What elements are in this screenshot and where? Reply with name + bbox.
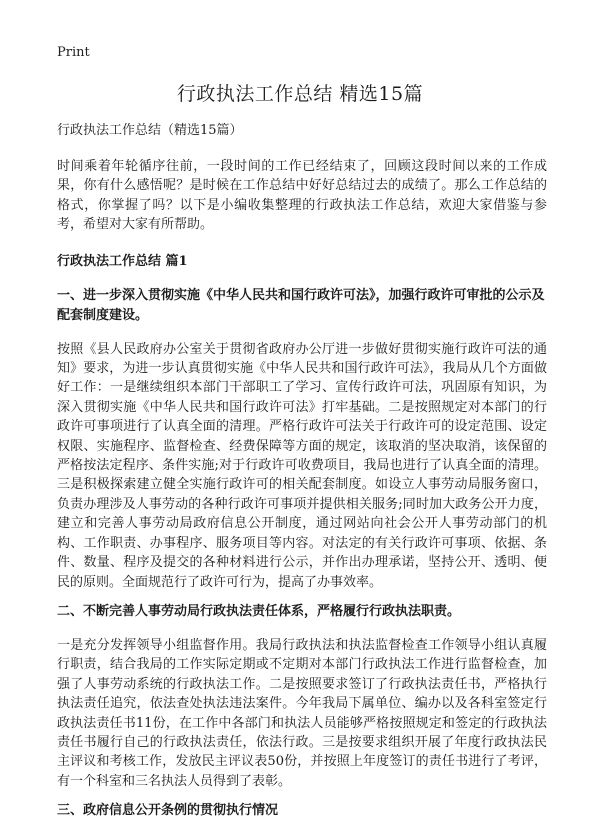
section-body-2: 一是充分发挥领导小组监督作用。我局行政执法和执法监督检查工作领导小组认真履行职责，结合我局的工作实际定期或不定期对本部门行政执法工作进行监督检查，加强了人事劳动系统的行政执法工作。二是按照要求签订了行政执法责任书，严格执行执法责任追究，依法查处执法违法案件。今年我局下属单位、编办以及各科室签定行政执法责任书11份，在工作中各部门和执法人员能够严格按照规定和签定的行政执法责任书履行自己的行政执法责任，依法行政。三是按要求组织开展了年度行政执法民主评议和考核工作，发放民主评议表50份，并按照上年度签订的责任书进行了考评，有一个科室和三名执法人员得到了表彰。 [57, 637, 547, 789]
section-body-1: 按照《县人民政府办公室关于贯彻省政府办公厅进一步做好贯彻实施行政许可法的通知》要求，为进一步认真贯彻实施《中华人民共和国行政许可法》，我局从几个方面做好工作：一是继续组织本部门干部职工了学习、宣传行政许可法，巩固原有知识，为深入贯彻实施《中华人民共和国行政许可法》打牢基础。二是按照规定对本部门的行政许可事项进行了认真全面的清理。严格行政许可法关于行政许可的设定范围、设定权限、实施程序、监督检查、经费保障等方面的规定，该取消的坚决取消，该保留的严格按法定程序、条件实施;对于行政许可收费项目，我局也进行了认真全面的清理。三是积极探索建立健全实施行政许可的相关配套制度。如设立人事劳动局服务窗口，负责办理涉及人事劳动的各种行政许可事项并提供相关服务;同时加大政务公开力度，建立和完善人事劳动局政府信息公开制度，通过网站向社会公开人事劳动部门的机构、工作职责、办事程序、服务项目等内容。对法定的有关行政许可事项、依据、条件、数量、程序及提交的各种材料进行公示，并作出办理承诺，坚持公开、透明、便民的原则。全面规范行了政许可行为，提高了办事效率。 [57, 341, 547, 590]
section-heading-1: 一、进一步深入贯彻实施《中华人民共和国行政许可法》，加强行政许可审批的公示及配套制度建设。 [57, 287, 545, 323]
document-body [57, 121, 547, 828]
page-title: 行政执法工作总结 精选15篇 [176, 83, 424, 105]
article-heading: 行政执法工作总结 篇1 [57, 253, 188, 269]
intro-paragraph: 时间乘着年轮循序往前，一段时间的工作已经结束了，回顾这段时间以来的工作成果，你有什么感悟呢？是时候在工作总结中好好总结过去的成绩了。那么工作总结的格式，你掌握了吗？以下是小编收集整理的行政执法工作总结，欢迎大家借鉴与参考，希望对大家有所帮助。 [57, 159, 547, 233]
section-heading-3: 三、政府信息公开条例的贯彻执行情况 [57, 803, 279, 819]
section-heading-2: 二、不断完善人事劳动局行政执法责任体系，严格履行行政执法职责。 [57, 603, 461, 619]
print-link[interactable]: Print [57, 45, 90, 60]
document-subtitle: 行政执法工作总结（精选15篇） [57, 123, 243, 138]
